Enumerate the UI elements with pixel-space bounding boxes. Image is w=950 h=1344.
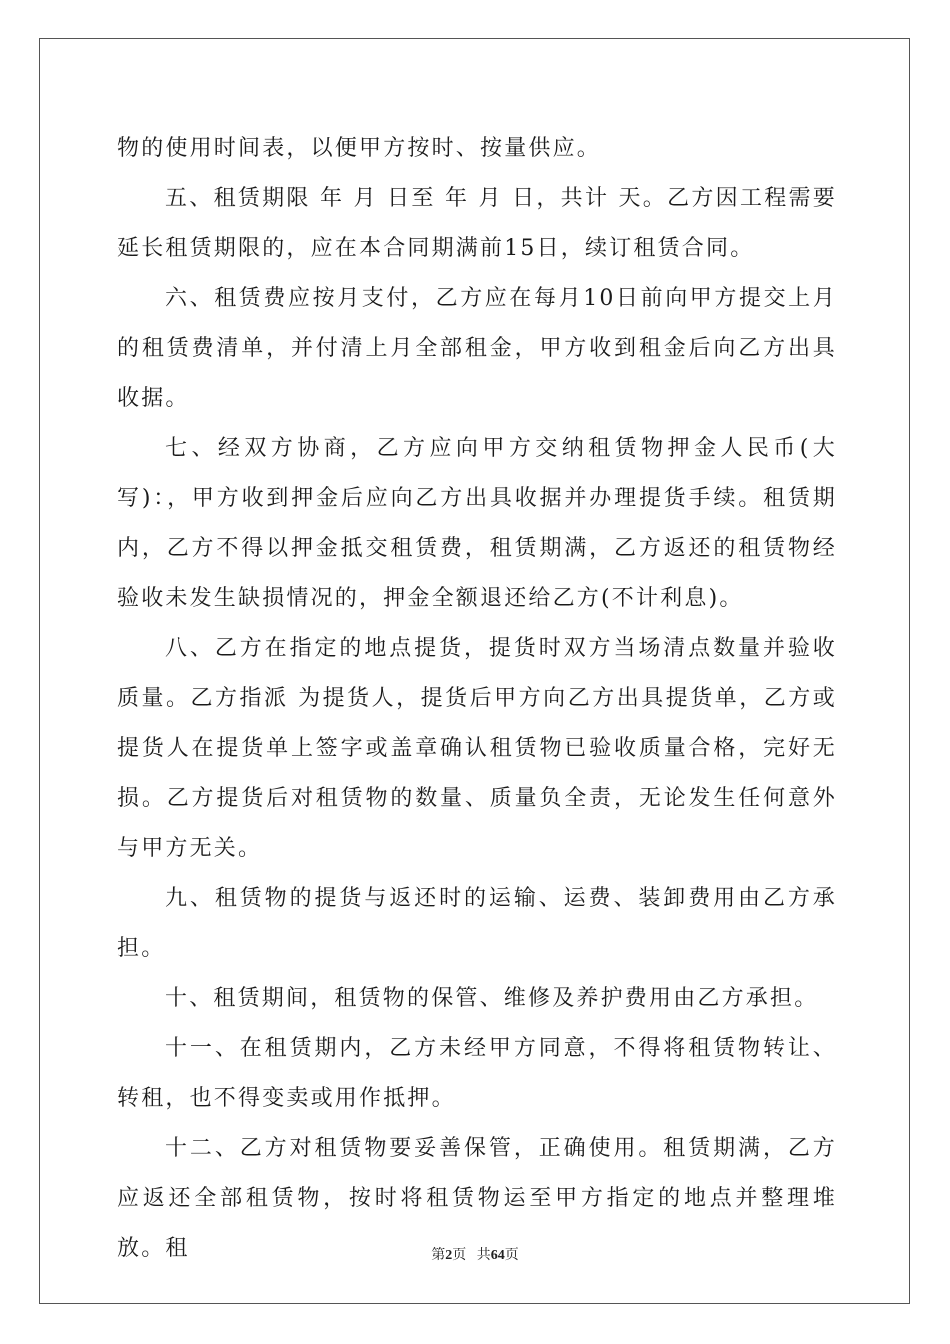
total-prefix: 共 bbox=[476, 1248, 491, 1263]
page-prefix: 第 bbox=[431, 1248, 446, 1263]
paragraph: 物的使用时间表，以便甲方按时、按量供应。 bbox=[117, 136, 602, 161]
total-pages: 64 bbox=[490, 1248, 505, 1263]
paragraph: 十一、在租赁期内，乙方未经甲方同意，不得将租赁物转让、转租，也不得变卖或用作抵押。 bbox=[117, 1036, 837, 1111]
total-suffix: 页 bbox=[504, 1248, 519, 1263]
paragraph: 十二、乙方对租赁物要妥善保管，正确使用。租赁期满，乙方应返还全部租赁物，按时将租赁物运至甲方指定的地点并整理堆放。租 bbox=[117, 1136, 837, 1261]
paragraph: 六、租赁费应按月支付，乙方应在每月10日前向甲方提交上月的租赁费清单，并付清上月全部租金，甲方收到租金后向乙方出具收据。 bbox=[117, 286, 837, 411]
page-footer bbox=[0, 1244, 950, 1264]
paragraph: 五、租赁期限 年 月 日至 年 月 日，共计 天。乙方因工程需要延长租赁期限的，应在本合同期满前15日，续订租赁合同。 bbox=[117, 186, 837, 261]
paragraph: 八、乙方在指定的地点提货，提货时双方当场清点数量并验收质量。乙方指派 为提货人，提货后甲方向乙方出具提货单，乙方或提货人在提货单上签字或盖章确认租赁物已验收质量合格，完好无损。乙方提货后对租赁物的数量、质量负全责，无论发生任何意外与甲方无关。 bbox=[117, 636, 837, 861]
document-body bbox=[117, 124, 837, 1274]
paragraph: 十、租赁期间，租赁物的保管、维修及养护费用由乙方承担。 bbox=[165, 986, 819, 1011]
paragraph: 九、租赁物的提货与返还时的运输、运费、装卸费用由乙方承担。 bbox=[117, 886, 837, 961]
paragraph: 七、经双方协商，乙方应向甲方交纳租赁物押金人民币(大写)：，甲方收到押金后应向乙方出具收据并办理提货手续。租赁期内，乙方不得以押金抵交租赁费，租赁期满，乙方返还的租赁物经验收未发生缺损情况的，押金全额退还给乙方(不计利息)。 bbox=[117, 436, 837, 611]
page-suffix: 页 bbox=[452, 1248, 467, 1263]
page-number: 2 bbox=[445, 1248, 453, 1263]
